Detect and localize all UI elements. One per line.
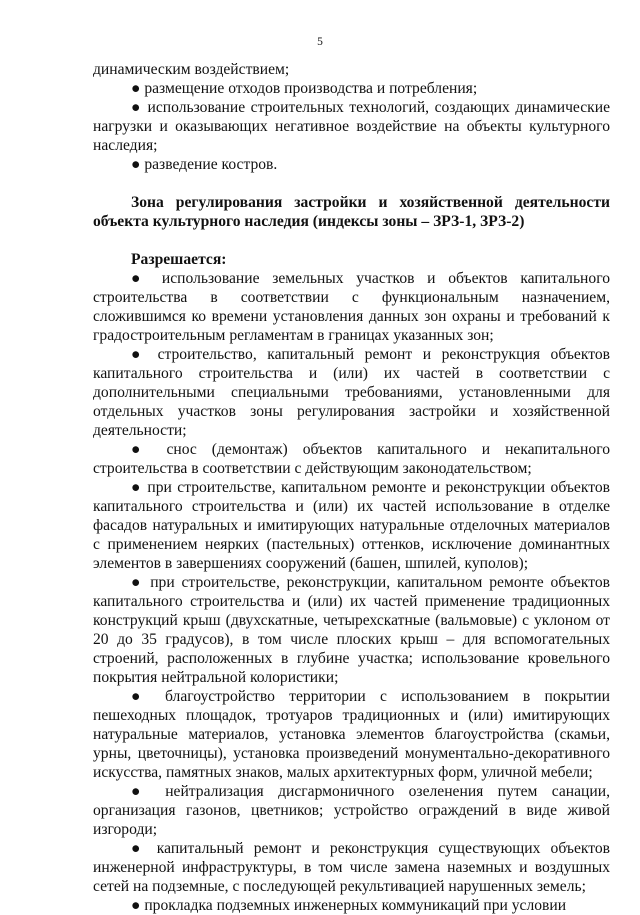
zone-heading: Зона регулирования застройки и хозяйственной деятельности объекта культурного наследия (индексы зоны – ЗРЗ-1, ЗРЗ-2) <box>93 194 610 230</box>
page-number: 5 <box>317 36 323 48</box>
intro-paragraph: ● разведение костров. <box>131 156 278 173</box>
document-body <box>93 60 610 915</box>
allowed-item: ● использование земельных участков и объектов капитального строительства в соответствии с функциональным назначением, сложившимся ко времени установления данных зон охраны и требований к градостроительным регламентам в границах указанных зон; <box>93 270 610 344</box>
allowed-item: ● снос (демонтаж) объектов капитального и некапитального строительства в соответствии с действующим законодательством; <box>93 441 610 477</box>
allowed-item: ● нейтрализация дисгармоничного озеленения путем санации, организация газонов, цветников; устройство ограждений в виде живой изгороди; <box>93 783 610 838</box>
intro-paragraph: динамическим воздействием; <box>93 61 290 78</box>
allowed-item: ● при строительстве, реконструкции, капитальном ремонте объектов капитального строительства и (или) их частей применение традиционных конструкций крыш (двухскатные, четырехскатные (вальмовые) с уклоном от 20 до 35 градусов), в том числе плоских крыш – для вспомогательных строений, расположенных в глубине участка; использование кровельного покрытия нейтральной колористики; <box>93 574 610 686</box>
allowed-item: ● благоустройство территории с использованием в покрытии пешеходных площадок, тротуаров традиционных и (или) имитирующих натуральные материалов, установка элементов благоустройства (скамьи, урны, цветочницы), установка произведений монументально-декоративного искусства, памятных знаков, малых архитектурных форм, уличной мебели; <box>93 688 610 781</box>
allowed-item: ● капитальный ремонт и реконструкция существующих объектов инженерной инфраструктуры, в том числе замена наземных и воздушных сетей на подземные, с последующей рекультивацией нарушенных земель; <box>93 840 610 895</box>
allowed-item: ● при строительстве, капитальном ремонте и реконструкции объектов капитального строительства и (или) их частей использование в отделке фасадов натуральных и имитирующих натуральные отделочных материалов с применением неярких (пастельных) оттенков, исключение доминантных элементов в завершениях сооружений (башен, шпилей, куполов); <box>93 479 610 572</box>
intro-paragraph: ● использование строительных технологий, создающих динамические нагрузки и оказывающих негативное воздействие на объекты культурного наследия; <box>93 99 610 154</box>
allowed-item: ● прокладка подземных инженерных коммуникаций при условии <box>131 897 567 914</box>
allowed-heading: Разрешается: <box>131 251 227 268</box>
intro-paragraph: ● размещение отходов производства и потребления; <box>131 80 478 97</box>
allowed-item: ● строительство, капитальный ремонт и реконструкция объектов капитального строительства и (или) их частей в соответствии с дополнительными специальными требованиями, установленными для отдельных участков зоны регулирования застройки и хозяйственной деятельности; <box>93 346 610 439</box>
